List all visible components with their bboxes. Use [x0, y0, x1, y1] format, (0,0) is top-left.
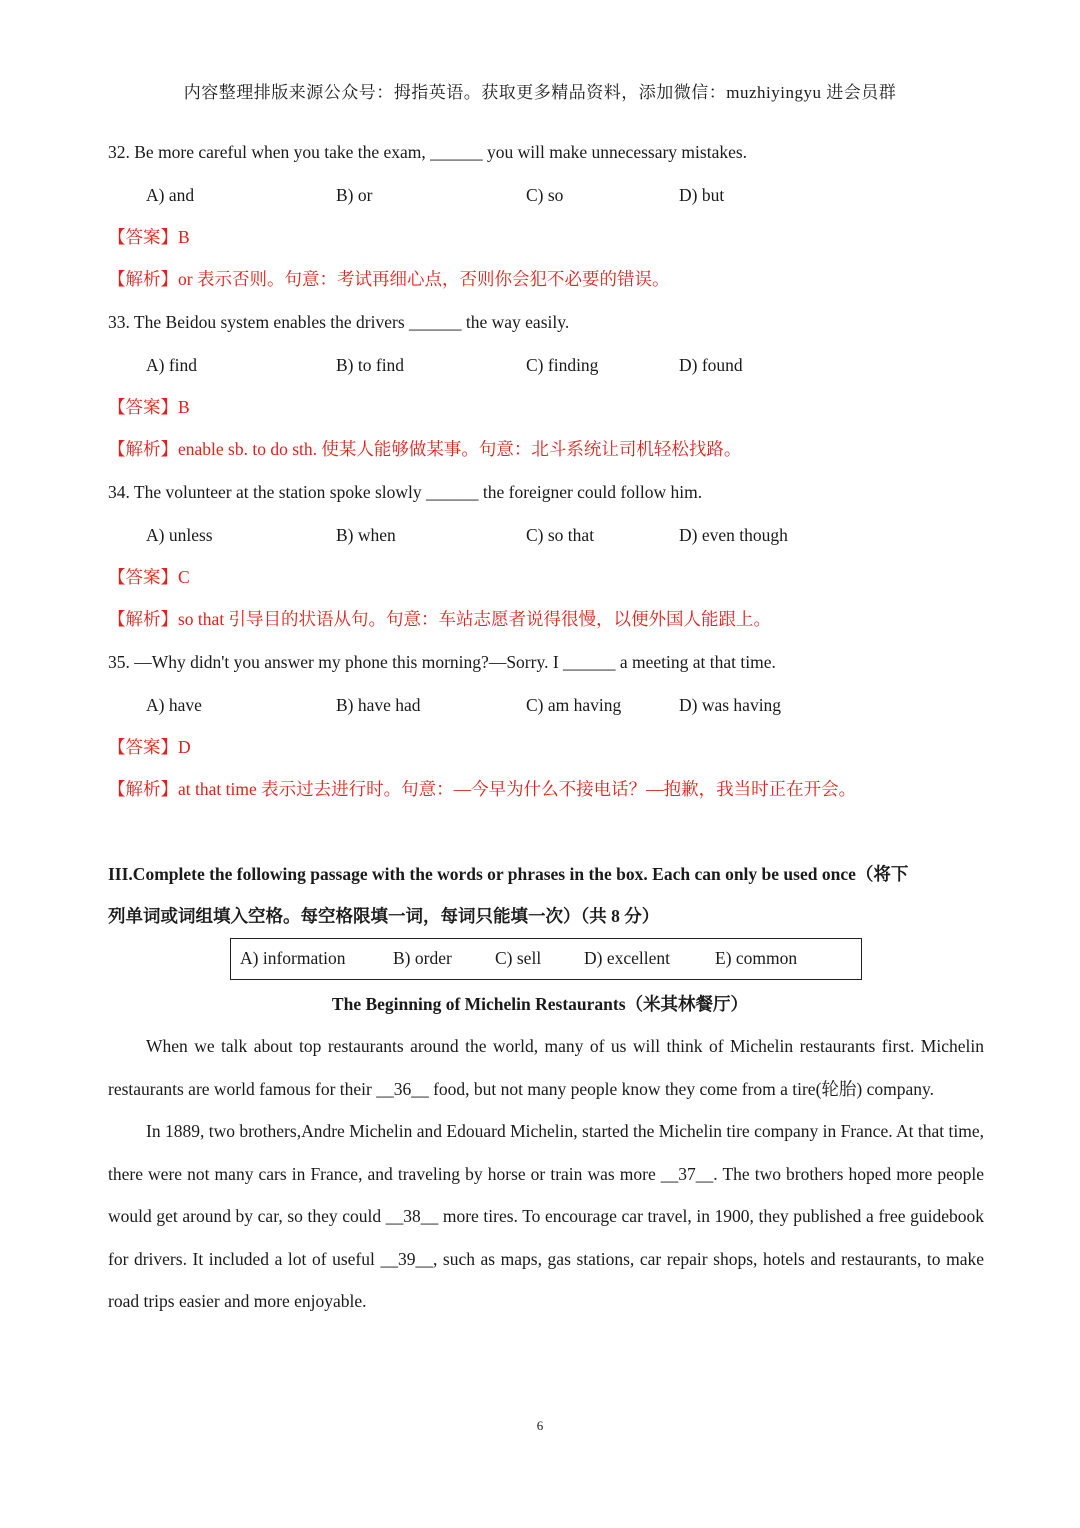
question-34-answer: 【答案】C [108, 567, 190, 587]
question-33-explanation: 【解析】enable sb. to do sth. 使某人能够做某事。句意：北斗系统让司机轻松找路。 [108, 439, 742, 459]
passage-paragraph-2: In 1889, two brothers,Andre Michelin and Edouard Michelin, started the Michelin tire company in France. At that time, there were not many cars in France, and traveling by horse or train was more __37__. The two brothers hoped more people would get around by car, so they could __38__ more tires. To encourage car travel, in 1900, they published a free guidebook for drivers. It included a lot of useful __39__, such as maps, gas stations, car repair shops, hotels and restaurants, to make road trips easier and more enjoyable. [108, 1121, 984, 1311]
option-b: B) or [336, 185, 373, 205]
question-32-stem: 32. Be more careful when you take the exam, ______ you will make unnecessary mistakes. [108, 142, 748, 162]
option-d: D) but [679, 185, 725, 205]
option-b: B) have had [336, 695, 421, 715]
option-a: A) and [146, 185, 195, 205]
option-a: A) find [146, 355, 198, 375]
option-a: A) unless [146, 525, 213, 545]
passage-paragraph-1: When we talk about top restaurants around the world, many of us will think of Michelin restaurants first. Michelin restaurants are world famous for their __36__ food, but not many people know they come from a tire(轮胎) company. [108, 1036, 984, 1099]
option-b: B) when [336, 525, 396, 545]
word-box-item: E) common [715, 948, 798, 968]
question-32-answer: 【答案】B [108, 227, 190, 247]
page-number: 6 [536, 1418, 544, 1433]
question-33-options [146, 353, 984, 377]
question-35-explanation: 【解析】at that time 表示过去进行时。句意：—今早为什么不接电话？—抱歉，我当时正在开会。 [108, 779, 857, 799]
word-box-item: C) sell [495, 948, 542, 968]
option-a: A) have [146, 695, 202, 715]
option-c: C) am having [526, 695, 622, 715]
question-35-stem: 35. —Why didn't you answer my phone this morning?—Sorry. I ______ a meeting at that time. [108, 652, 776, 672]
option-c: C) so that [526, 525, 595, 545]
question-34-stem: 34. The volunteer at the station spoke slowly ______ the foreigner could follow him. [108, 482, 703, 502]
question-35-options [146, 693, 984, 717]
question-34-explanation: 【解析】so that 引导目的状语从句。句意：车站志愿者说得很慢，以便外国人能跟上。 [108, 609, 772, 629]
page-header: 内容整理排版来源公众号：拇指英语。获取更多精品资料，添加微信：muzhiyingyu 进会员群 [183, 83, 897, 102]
option-b: B) to find [336, 355, 405, 375]
passage-body [108, 1025, 984, 1323]
word-box-item: B) order [393, 948, 452, 968]
option-d: D) was having [679, 695, 782, 715]
word-box-item: D) excellent [584, 948, 670, 968]
option-d: D) even though [679, 525, 788, 545]
question-32-options [146, 183, 984, 207]
option-c: C) finding [526, 355, 599, 375]
section-3-instruction-line1: III.Complete the following passage with the words or phrases in the box. Each can only be used once（将下 [108, 864, 909, 884]
section-3-instruction-line2: 列单词或词组填入空格。每空格限填一词，每词只能填一次）（共 8 分） [108, 906, 660, 926]
question-32-explanation: 【解析】or 表示否则。句意：考试再细心点，否则你会犯不必要的错误。 [108, 269, 670, 289]
passage-title: The Beginning of Michelin Restaurants（米其林餐厅） [331, 994, 749, 1014]
option-d: D) found [679, 355, 743, 375]
question-33-answer: 【答案】B [108, 397, 190, 417]
question-33-stem: 33. The Beidou system enables the drivers ______ the way easily. [108, 312, 570, 332]
word-box-item: A) information [240, 948, 346, 968]
question-35-answer: 【答案】D [108, 737, 191, 757]
word-box [230, 938, 862, 980]
question-34-options [146, 523, 984, 547]
option-c: C) so [526, 185, 564, 205]
